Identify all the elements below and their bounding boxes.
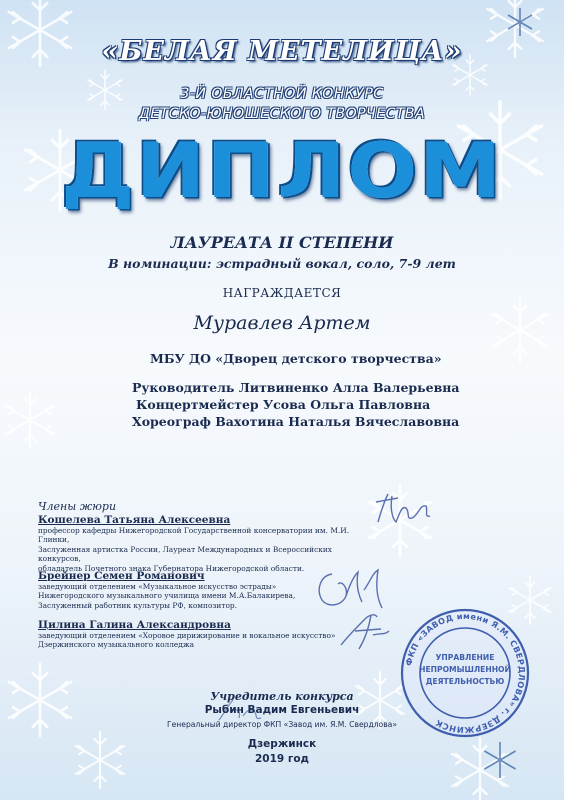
staff-choreographer: Хореограф Вахотина Наталья Вячеславовна (132, 414, 460, 429)
jury-member-name: Цилина Галина Александровна (38, 619, 231, 631)
signature-3 (335, 605, 395, 655)
award-nomination: В номинации: эстрадный вокал, соло, 7-9 лет (108, 256, 456, 271)
contest-name: «БЕЛАЯ МЕТЕЛИЦА» (101, 36, 463, 67)
jury-member (38, 619, 368, 650)
founder-heading: Учредитель конкурса (210, 690, 354, 703)
official-stamp (398, 606, 532, 740)
jury-member-desc-line: заведующий отделением «Музыкальное искусство эстрады» (38, 582, 277, 591)
jury-member-desc-line: Нижегородского музыкального училища имени М.А.Балакирева, (38, 591, 296, 601)
contest-subtitle-line-2: ДЕТСКО-ЮНОШЕСКОГО ТВОРЧЕСТВА (138, 106, 426, 122)
diploma-heading: ДИПЛОМ (61, 127, 503, 216)
jury-member-desc-line: профессор кафедры Нижегородской Государственной консерватории им. М.И. Глинки, (38, 526, 350, 545)
jury-member-desc-line: Заслуженная артистка России, Лауреат Международных и Всероссийских конкурсов, (38, 544, 332, 564)
recipient-name: Муравлев Артем (193, 312, 371, 334)
jury-heading: Члены жюри (38, 500, 117, 513)
signature-1 (370, 488, 440, 528)
awarded-label: НАГРАЖДАЕТСЯ (222, 286, 342, 300)
jury-member-name: Кошелева Татьяна Алексеевна (38, 514, 231, 526)
founder-name: Рыбин Вадим Евгеньевич (204, 704, 360, 716)
svg-text:ДЕЯТЕЛЬНОСТЬЮ: ДЕЯТЕЛЬНОСТЬЮ (425, 677, 505, 686)
contest-subtitle-line-1: 3-Й ОБЛАСТНОЙ КОНКУРС (180, 86, 384, 102)
founder-position: Генеральный директор ФКП «Завод им. Я.М. Свердлова» (167, 720, 397, 729)
city: Дзержинск (247, 738, 317, 750)
svg-text:УПРАВЛЕНИЕ: УПРАВЛЕНИЕ (435, 653, 495, 662)
organization-name: МБУ ДО «Дворец детского творчества» (150, 351, 442, 366)
jury-member-desc-line: Дзержинского музыкального колледжа (38, 640, 195, 650)
jury-member-name: Брейнер Семен Романович (38, 570, 205, 582)
jury-member-desc-line: обладатель Почетного знака Губернатора Нижегородской области. (38, 563, 305, 573)
award-degree: ЛАУРЕАТА II СТЕПЕНИ (170, 233, 394, 252)
jury-member-desc-line: Заслуженный работник культуры РФ, композитор. (38, 600, 237, 610)
jury-member-desc-line: заведующий отделением «Хоровое дирижирование и вокальное искусство» (38, 631, 336, 640)
staff-accompanist: Концертмейстер Усова Ольга Павловна (136, 397, 431, 412)
svg-text:НЕПРОМЫШЛЕННОЙ: НЕПРОМЫШЛЕННОЙ (419, 665, 511, 674)
staff-director: Руководитель Литвиненко Алла Валерьевна (132, 380, 460, 395)
svg-text:ФКП «ЗАВОД имени Я.М. СВЕРДЛОВ: ФКП «ЗАВОД имени Я.М. СВЕРДЛОВА» г. ДЗЕРЖИНСК (403, 610, 528, 736)
year: 2019 год (254, 753, 310, 765)
staff-list (108, 379, 508, 430)
